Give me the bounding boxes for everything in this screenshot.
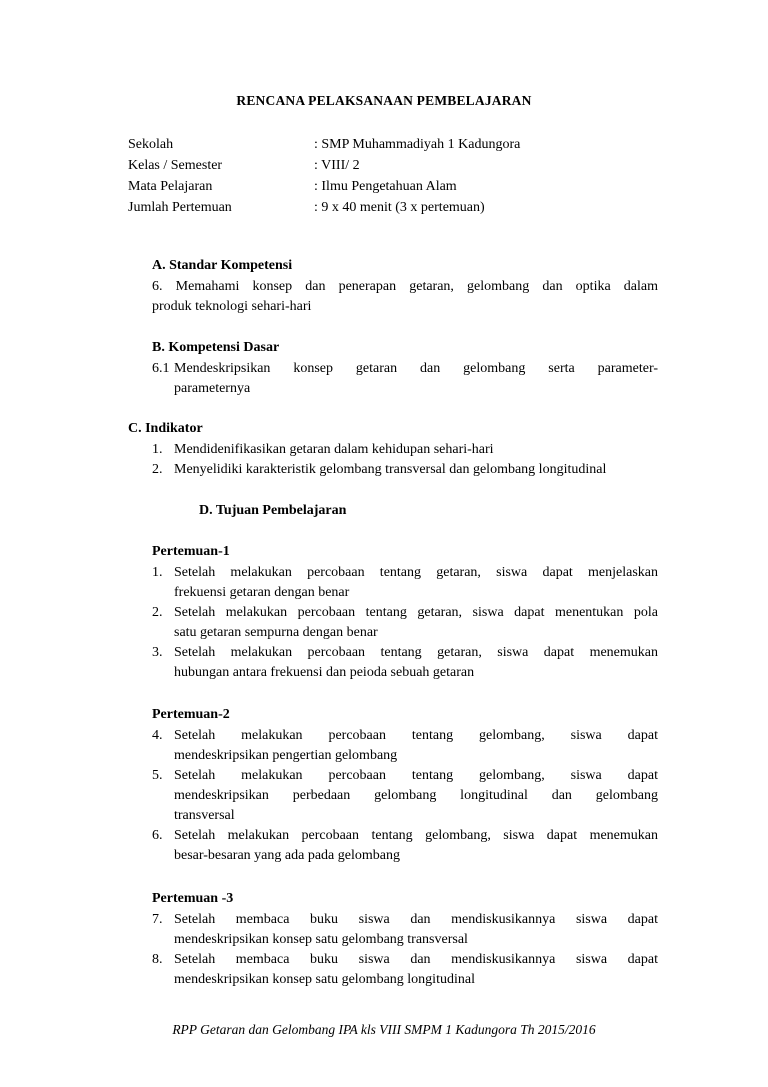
item-text: Setelah melakukan percobaan tentang gelombang, siswa dapat bbox=[174, 728, 658, 743]
info-label: Mata Pelajaran bbox=[128, 179, 213, 194]
info-label: Sekolah bbox=[128, 137, 174, 152]
info-row-school bbox=[128, 134, 520, 155]
item-number: 2. bbox=[152, 605, 163, 620]
item-text: Setelah membaca buku siswa dan mendiskusikannya siswa dapat bbox=[174, 912, 658, 927]
meeting-2 bbox=[152, 704, 658, 866]
info-value: : Ilmu Pengetahuan Alam bbox=[314, 179, 457, 194]
info-row-class bbox=[128, 155, 520, 176]
list-item bbox=[152, 950, 658, 990]
item-text: Setelah melakukan percobaan tentang getaran, siswa dapat menjelaskan bbox=[174, 565, 658, 580]
item-text: Menyelidiki karakteristik gelombang transversal dan gelombang longitudinal bbox=[174, 462, 607, 477]
section-kompetensi-dasar bbox=[152, 337, 658, 399]
item-text: Setelah melakukan percobaan tentang getaran, siswa dapat menemukan bbox=[174, 645, 658, 660]
item-text: Setelah melakukan percobaan tentang gelombang, siswa dapat menemukan bbox=[174, 828, 658, 843]
page-footer: RPP Getaran dan Gelombang IPA kls VIII SMPM 1 Kadungora Th 2015/2016 bbox=[172, 1022, 596, 1037]
item-text: Setelah membaca buku siswa dan mendiskusikannya siswa dapat bbox=[174, 952, 658, 967]
info-row-subject bbox=[128, 176, 520, 197]
list-item bbox=[152, 359, 658, 399]
meeting-3 bbox=[152, 888, 658, 990]
item-text: hubungan antara frekuensi dan peioda sebuah getaran bbox=[174, 665, 475, 680]
item-text: besar-besaran yang ada pada gelombang bbox=[174, 848, 400, 863]
section-heading: B. Kompetensi Dasar bbox=[152, 340, 280, 355]
list-item bbox=[152, 440, 668, 460]
info-value: : VIII/ 2 bbox=[314, 158, 360, 173]
info-value: : 9 x 40 menit (3 x pertemuan) bbox=[314, 200, 485, 215]
list-item bbox=[152, 603, 658, 643]
item-text: mendeskripsikan konsep satu gelombang longitudinal bbox=[174, 972, 475, 987]
list-item bbox=[152, 460, 668, 480]
item-text: mendeskripsikan konsep satu gelombang transversal bbox=[174, 932, 468, 947]
item-number: 1. bbox=[152, 565, 163, 580]
section-heading: D. Tujuan Pembelajaran bbox=[199, 503, 347, 518]
document-title: RENCANA PELAKSANAAN PEMBELAJARAN bbox=[236, 93, 532, 108]
section-standar-kompetensi bbox=[152, 255, 658, 317]
list-item bbox=[152, 643, 658, 683]
info-table bbox=[128, 134, 520, 218]
item-number: 8. bbox=[152, 952, 163, 967]
item-text: Mendeskripsikan konsep getaran dan gelombang serta parameter- bbox=[174, 361, 658, 376]
item-number: 6. bbox=[152, 828, 163, 843]
list-item bbox=[152, 563, 658, 603]
item-text: transversal bbox=[174, 808, 235, 823]
item-text: frekuensi getaran dengan benar bbox=[174, 585, 350, 600]
list-item bbox=[152, 766, 658, 826]
item-number: 4. bbox=[152, 728, 163, 743]
info-label: Kelas / Semester bbox=[128, 158, 223, 173]
item-text: mendeskripsikan perbedaan gelombang longitudinal dan gelombang bbox=[174, 788, 658, 803]
meeting-1 bbox=[152, 541, 658, 683]
item-number: 6.1 bbox=[152, 361, 170, 376]
item-number: 7. bbox=[152, 912, 163, 927]
item-text: satu getaran sempurna dengan benar bbox=[174, 625, 378, 640]
info-label: Jumlah Pertemuan bbox=[128, 200, 232, 215]
list-item bbox=[152, 726, 658, 766]
meeting-heading: Pertemuan-1 bbox=[152, 544, 230, 559]
item-text: Setelah melakukan percobaan tentang gelombang, siswa dapat bbox=[174, 768, 658, 783]
item-text: parameternya bbox=[174, 381, 251, 396]
sk-line: 6. Memahami konsep dan penerapan getaran, gelombang dan optika dalam bbox=[152, 279, 658, 294]
meeting-heading: Pertemuan -3 bbox=[152, 891, 234, 906]
section-heading: A. Standar Kompetensi bbox=[152, 258, 293, 273]
list-item bbox=[152, 910, 658, 950]
item-number: 1. bbox=[152, 442, 163, 457]
item-number: 3. bbox=[152, 645, 163, 660]
meeting-heading: Pertemuan-2 bbox=[152, 707, 230, 722]
section-heading: C. Indikator bbox=[128, 421, 203, 436]
item-text: Setelah melakukan percobaan tentang getaran, siswa dapat menentukan pola bbox=[174, 605, 658, 620]
item-text: mendeskripsikan pengertian gelombang bbox=[174, 748, 398, 763]
item-text: Mendidenifikasikan getaran dalam kehidupan sehari-hari bbox=[174, 442, 494, 457]
info-value: : SMP Muhammadiyah 1 Kadungora bbox=[314, 137, 521, 152]
section-tujuan-heading bbox=[199, 500, 346, 521]
item-number: 5. bbox=[152, 768, 163, 783]
item-number: 2. bbox=[152, 462, 163, 477]
section-indikator bbox=[128, 418, 668, 480]
sk-line: produk teknologi sehari-hari bbox=[152, 299, 312, 314]
info-row-meetings bbox=[128, 197, 520, 218]
list-item bbox=[152, 826, 658, 866]
